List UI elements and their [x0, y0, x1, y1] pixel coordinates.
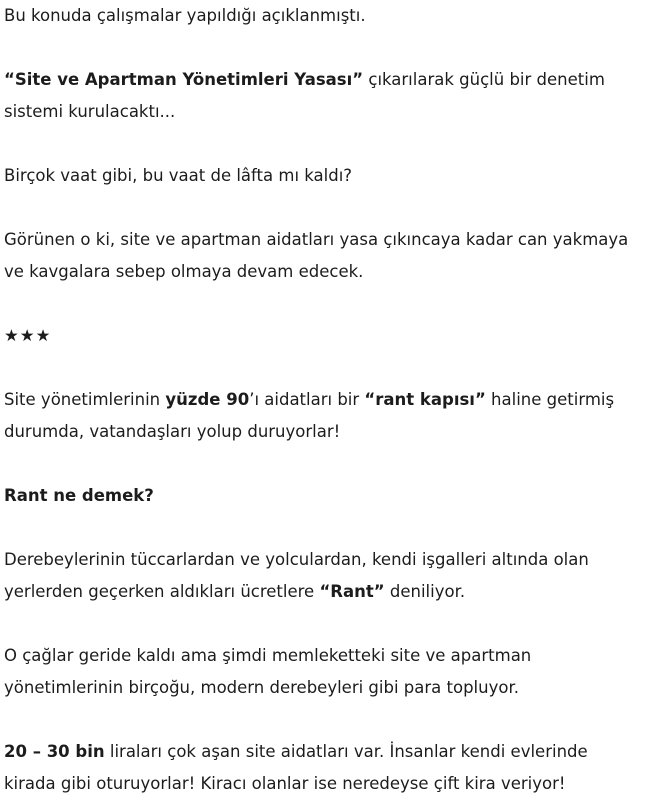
rent-gate-highlight: “rant kapısı”	[364, 390, 486, 409]
section-separator: ★★★	[4, 326, 52, 345]
paragraph-law	[4, 64, 644, 128]
text-segment: liraları çok aşan site aidatları var. İnsanlar kendi evlerinde kirada gibi oturuyorlar! Kiracı olanlar ise neredeyse çift kira veriyor!	[4, 742, 588, 793]
paragraph-outlook: Görünen o ki, site ve apartman aidatları yasa çıkıncaya kadar can yakmaya ve kavgalara sebep olmaya devam edecek.	[4, 230, 629, 281]
text-segment: haline getirmiş durumda, vatandaşları yolup duruyorlar!	[4, 390, 615, 441]
text-segment: deniliyor.	[384, 582, 466, 601]
paragraph-modern-lords: O çağlar geride kaldı ama şimdi memleketteki site ve apartman yönetimlerinin birçoğu, modern derebeyleri gibi para topluyor.	[4, 646, 532, 697]
text-segment: Derebeylerinin tüccarlardan ve yolculardan, kendi işgalleri altında olan yerlerden geçerken aldıkları ücretlere	[4, 550, 589, 601]
percentage-highlight: yüzde 90	[165, 390, 250, 409]
paragraph-rent-gate	[4, 384, 644, 448]
section-heading-text: Rant ne demek?	[4, 486, 154, 505]
paragraph-promise: Birçok vaat gibi, bu vaat de lâfta mı kaldı?	[4, 166, 353, 185]
rent-term-highlight: “Rant”	[319, 582, 385, 601]
article-body	[4, 0, 644, 800]
paragraph-law-text: çıkarılarak güçlü bir denetim sistemi kurulacaktı...	[4, 70, 605, 121]
paragraph-rent-definition	[4, 544, 644, 608]
text-segment: Site yönetimlerinin	[4, 390, 166, 409]
text-segment: ’ı aidatları bir	[249, 390, 365, 409]
amount-highlight: 20 – 30 bin	[4, 742, 105, 761]
law-title: “Site ve Apartman Yönetimleri Yasası”	[4, 70, 364, 89]
paragraph-fees	[4, 736, 644, 800]
paragraph-announcement: Bu konuda çalışmalar yapıldığı açıklanmıştı.	[4, 6, 366, 25]
section-heading	[4, 480, 644, 512]
